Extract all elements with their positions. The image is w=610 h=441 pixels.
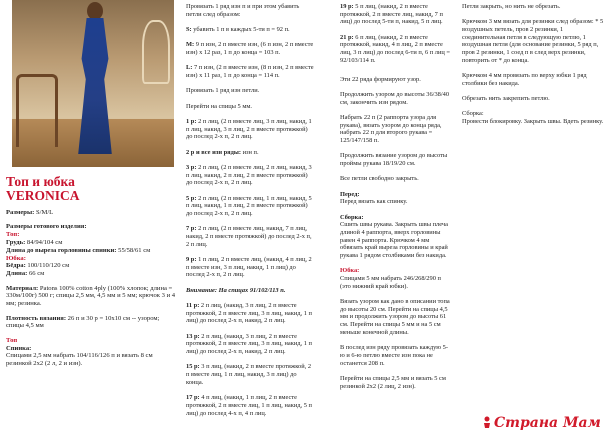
body-text: Продолжить узором до высоты 36/38/40 см, закончить изн рядом.	[340, 90, 450, 106]
body-text: Крючком 4 мм провязать по верху юбки 1 ряд столбики без накида.	[462, 72, 587, 87]
paragraph	[340, 267, 452, 290]
body-text: 66 см	[27, 270, 45, 278]
section-heading: Топ	[6, 336, 18, 344]
paragraph	[462, 18, 606, 64]
bold-label: 9 р:	[186, 256, 197, 263]
stroller-icon	[482, 416, 492, 430]
paragraph	[186, 87, 314, 95]
bold-label: 19 р:	[340, 3, 354, 10]
paragraph	[340, 76, 452, 84]
body-text: изн п.	[241, 148, 259, 156]
paragraph	[186, 302, 314, 325]
body-text: Сборка:	[462, 110, 484, 118]
bold-label: 17 р:	[186, 394, 200, 402]
body-text: 6 п лиц, (накид, 2 п вместе протяжкой, накид, 4 п лиц, 2 п вместе лиц, 3 п лиц) до послед 6-ти п, 6 п лиц = 92/103/114 п.	[340, 33, 451, 64]
body-text: 1 п лиц, 2 п вместе лиц, (накид, 4 п лиц, 2 п вместе изн, 3 п лиц, накид, 1 п лиц) до послед 2-х п, 2 п лиц.	[186, 256, 312, 279]
pattern-title: Топ и юбка VERONICA	[6, 174, 80, 203]
bold-label: 5 р:	[186, 194, 197, 202]
bold-label: Длина до выреза горловины спинки:	[6, 246, 117, 254]
body-text: 3 п лиц, (накид, 2 п вместе протяжкой, 2 п вместе лиц, 1 п лиц, накид, 3 п лиц) до конца.	[186, 363, 312, 386]
note-text: Внимание: На спицах 91/102/113 п.	[186, 286, 286, 294]
body-text: 7 п изн, (2 п вместе изн, (8 п изн, 2 п вместе изн) х 11 раз, 1 п до конца = 114 п.	[186, 64, 314, 79]
paragraph	[186, 64, 314, 79]
body-text: 2 п лиц, (накид, 3 п лиц, 2 п вместе протяжкой, 2 п вместе лиц, 3 п лиц, накид, 1 п лиц) до послед 2-х п, накид, 2 п лиц.	[186, 332, 312, 356]
body-text: 55/58/61 см	[116, 246, 151, 254]
bold-label: Бёдра:	[6, 262, 26, 270]
body-text: 9 п изн, 2 п вместе изн, (6 п изн, 2 п вместе изн) х 12 раз, 1 п до конца = 103 п.	[186, 41, 314, 56]
paragraph	[340, 298, 452, 337]
paragraph	[186, 26, 314, 34]
paragraph	[340, 3, 452, 26]
body-text: 2 п лиц, (накид, 3 п лиц, 2 п вместе протяжкой, 2 п вместе лиц, 3 п лиц, накид, 1 п лиц) до послед 2-х п, накид, 2 п лиц.	[186, 302, 312, 325]
paragraph	[462, 72, 606, 87]
paragraph	[186, 164, 314, 187]
body-text: В послед изн ряду провязать каждую 5-ю и 6-ю петлю вместе изн пока не останется 208 п.	[340, 344, 448, 367]
section-heading: Юбка:	[340, 267, 360, 275]
instructions-column-4	[462, 3, 606, 133]
bold-label: L:	[186, 64, 193, 72]
chair-shape	[16, 74, 58, 147]
bold-label: Сборка:	[340, 213, 364, 221]
paragraph	[6, 315, 178, 331]
section-heading: Юбка:	[6, 254, 26, 262]
body-text: Крючком 3 мм вязать для резинки след образом: * 5 воздушных петель, пров 2 резинки, 1 соединительная петля в следующую петлю, 1 воздушная петля (для основание резинки, 5 ряд п, пров 2 резинки, 1 соед п в след верх резинки, повторить от * до конца.	[462, 18, 604, 64]
bold-label: S:	[186, 26, 192, 33]
body-text: Перейти на спицы 5 мм.	[186, 102, 253, 110]
paragraph	[340, 214, 452, 260]
paragraph	[340, 191, 452, 206]
bold-label: Материал:	[6, 284, 39, 292]
bold-label: Плотность вязания:	[6, 314, 67, 322]
left-column	[6, 0, 178, 375]
bold-label: 2 р и все изн ряды:	[186, 148, 241, 156]
paragraph	[462, 95, 606, 103]
paragraph	[340, 375, 452, 390]
bold-label: Грудь:	[6, 238, 26, 246]
paragraph	[186, 363, 314, 386]
paragraph	[340, 152, 452, 167]
bold-label: Перед:	[340, 190, 360, 198]
bold-label: Спинка:	[6, 344, 32, 352]
paragraph	[186, 3, 314, 18]
body-text: Обрезать нить закрепить петлю.	[462, 95, 550, 103]
bold-label: 21 р:	[340, 33, 354, 41]
watermark: Страна Мам	[494, 415, 601, 431]
paragraph	[186, 333, 314, 356]
bold-label: 3 р:	[186, 163, 197, 171]
paragraph	[186, 41, 314, 56]
body-text: Перед вязать как спинку.	[340, 198, 408, 206]
body-text: 100/110/120 см	[25, 262, 70, 270]
bold-label: Длина:	[6, 270, 28, 278]
wall-decoration	[142, 20, 170, 84]
body-text: 4 п лиц, (накид, 1 п лиц, 2 п вместе протяжкой, 2 п вместе лиц, 1 п лиц, накид, 5 п лиц) до послед 4-х п, 4 п лиц.	[186, 394, 312, 417]
bold-label: 13 р:	[186, 332, 200, 340]
body-text: Эти 22 ряда формируют узор.	[340, 75, 421, 83]
body-text: Набрать 22 п (2 раппорта узора для рукава), вязать узором до конца ряда, набрать 22 п для второго рукава = 125/147/158 п.	[340, 113, 442, 144]
paragraph	[340, 91, 452, 106]
blue-dress	[74, 18, 116, 154]
paragraph	[340, 114, 452, 145]
paragraph	[6, 337, 178, 368]
bold-label: 7 р:	[186, 225, 197, 233]
body-text: 2 п лиц, (2 п вместе лиц, 3 п лиц, накид, 1 п лиц, накид, 3 п лиц, 2 п вместе протяжкой) до послед 2-х п, 2 п лиц.	[186, 117, 312, 141]
bold-label: M:	[186, 41, 195, 49]
body-text: 2 п лиц, (2 п вместе лиц, 1 п лиц, накид, 5 п лиц, накид, 1 п лиц, 2 п вместе протяжкой) до послед 2-х п, 2 п лиц.	[186, 194, 312, 217]
body-text: 2 п лиц, (2 п вместе лиц, 2 п лиц, накид, 3 п лиц, накид, 2 п лиц, 2 п вместе протяжкой) до послед 2-х п, 2 п лиц.	[186, 163, 312, 187]
body-text: Провязать 1 ряд изн петли.	[186, 87, 260, 95]
bold-label: Размеры:	[6, 209, 35, 216]
paragraph	[186, 195, 314, 218]
paragraph	[340, 344, 452, 367]
instructions-column-2	[186, 3, 314, 425]
paragraph	[186, 149, 314, 157]
body-text: Продолжить вязание узором до высоты проймы рукава 18/19/20 см.	[340, 152, 448, 167]
bold-label: 11 р:	[186, 302, 200, 309]
body-text: убавить 1 п в каждых 5-ти п = 92 п.	[191, 26, 290, 33]
body-text: 26 п и 30 р = 10х10 см -- узором; спицы 4,5 мм	[6, 314, 160, 330]
body-text: 84/94/104 см	[25, 238, 63, 246]
bold-label: 1 р:	[186, 117, 197, 125]
paragraph	[340, 175, 452, 183]
body-text: Вязать узором как дано в описании топа до высоты 20 см. Перейти на спицы 4,5 мм и продолжить узором до высоты 61 см. Перейти на спицы 5 мм и на 5 см меньше конечной длины.	[340, 298, 450, 336]
paragraph	[186, 225, 314, 248]
instructions-column-3	[340, 3, 452, 398]
body-text: Все петли свободно закрыть.	[340, 175, 419, 183]
body-text: Patons 100% cotton 4ply (100% хлопок; длина = 330м/100г) 500 г; спицы 2,5 мм, 4,5 мм и 5 мм; крючок 3 и 4 мм; резинка.	[6, 284, 176, 308]
model-head	[87, 2, 103, 20]
paragraph	[186, 103, 314, 111]
paragraph	[186, 287, 314, 295]
paragraph	[6, 209, 178, 217]
model-photo	[12, 0, 174, 167]
body-text: Провести блокировку. Закрыть швы. Вдеть резинку.	[462, 118, 604, 126]
bold-label: Размеры готового изделия:	[6, 223, 87, 231]
paragraph	[462, 3, 606, 11]
paragraph	[6, 223, 178, 278]
paragraph	[186, 394, 314, 417]
body-text: Спицами 5 мм набрать 246/268/290 п (это нижний край юбки).	[340, 275, 441, 290]
specs-section	[6, 209, 178, 368]
body-text: Провязать 1 ряд изн п и при этом убавить петли след образом:	[186, 3, 300, 18]
body-text: Перейти на спицы 2,5 мм и вязать 5 см резинкой 2х2 (2 лиц, 2 изн).	[340, 374, 446, 390]
body-text: 5 п лиц, (накид, 2 п вместе протяжкой, 2 п вместе лиц, накид, 7 п лиц) до послед 5-ти п, накид, 5 п лиц.	[340, 3, 443, 26]
paragraph	[186, 256, 314, 279]
section-heading: Топ:	[6, 231, 20, 239]
paragraph	[340, 34, 452, 65]
body-text: S/M/L	[34, 209, 54, 216]
body-text: 2 п лиц, (2 п вместе лиц, накид, 7 п лиц, накид, 2 п вместе протяжкой) до послед 2-х п, 2 п лиц.	[186, 225, 312, 248]
paragraph	[6, 285, 178, 308]
paragraph	[186, 118, 314, 141]
paragraph	[462, 110, 606, 125]
body-text: Петли закрыть, но нить не обрезать.	[462, 3, 561, 10]
body-text: Спицами 2,5 мм набрать 104/116/126 п и вязать 8 см резинкой 2х2 (2 л, 2 и изн).	[6, 352, 153, 368]
body-text: Сшить швы рукава. Закрыть швы плеча длиной 4 раппорта, вверх горловины равен 4 раппорта. Крючком 4 мм обвязать край выреза горловины и край рукава 1 рядом столбиками без накида.	[340, 221, 448, 260]
bold-label: 15 р:	[186, 363, 200, 371]
